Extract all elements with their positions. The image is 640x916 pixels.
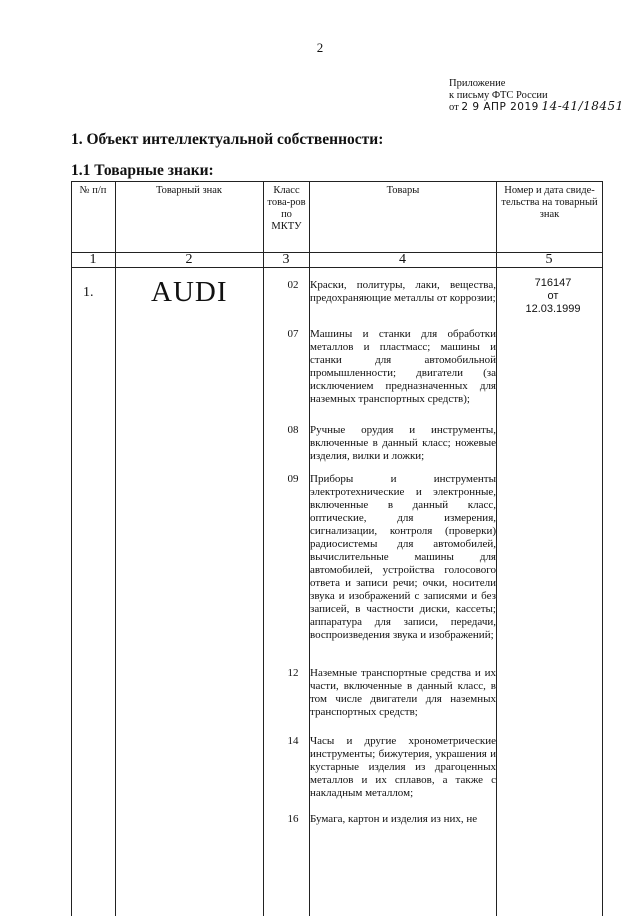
class-code: 08 [287,424,299,436]
column-number-3: 3 [282,252,290,267]
trademarks-table [71,181,603,916]
goods-description: Наземные транспортные средства и их части, включенные в данный класс, в том числе двигатели для наземных транспортных средств; [310,667,496,718]
trademark-word: AUDI [151,276,228,308]
table-col-divider-4 [496,181,497,916]
date-stamp: 2 9 АПР 2019 [461,101,539,113]
column-number-4: 4 [399,252,406,267]
header-trademark: Товарный знак [155,185,223,196]
column-number-2: 2 [185,252,193,267]
certificate-info [503,277,603,316]
row-number: 1. [83,285,94,300]
goods-description: Бумага, картон и изделия из них, не [310,813,478,825]
appendix-block [449,78,624,114]
goods-description: Краски, политуры, лаки, вещества, предохраняющие металлы от коррозии; [310,279,496,304]
certificate-date: 12.03.1999 [525,303,581,315]
header-number: № п/п [79,185,107,196]
goods-description: Приборы и инструменты электротехнические и электронные, включенные в данный класс, оптические, для измерения, сигнализации, контроля (проверки) радиосистемы для автомобилей, вычислительные машины для автомобилей, устройства голосового ответа и записи речи; очки, носители звука и изображений с записями и без записей, в частности диски, кассеты; аппаратура для записи, передачи, воспроизведения звука и изображений; [310,473,496,641]
handwritten-letter-number: 14-41/18451 [541,99,624,113]
appendix-line-2: к письму ФТС России [449,89,548,101]
class-code: 02 [287,279,299,291]
table-col-divider-2 [263,181,264,916]
appendix-line-3 [449,101,624,114]
table-col-divider-1 [115,181,116,916]
goods-description: Ручные орудия и инструменты, включенные в данный класс; ножевые изделия, вилки и ложки; [310,424,496,462]
goods-description: Машины и станки для обработки металлов и пластмасс; машины и станки для автомобильной промышленности; двигатели (за исключением предназначенных для наземных транспортных средств); [310,328,496,405]
header-goods: Товары [386,185,420,196]
goods-description: Часы и другие хронометрические инструменты; бижутерия, украшения и кустарные изделия из драгоценных металлов и их сплавов, а также с накладным металлом; [310,735,496,799]
section-title: 1. Объект интеллектуальной собственности: [71,131,384,148]
class-code: 07 [287,328,299,340]
column-number-5: 5 [545,252,553,267]
class-code: 16 [287,813,299,825]
column-number-1: 1 [89,252,97,267]
page-number: 2 [316,40,324,55]
table-border-left [71,181,72,916]
header-certificate: Номер и дата свиде-тельства на товарный знак [501,185,598,220]
header-class: Класс това-ров по МКТУ [267,185,306,232]
class-code: 14 [287,735,299,747]
subsection-title: 1.1 Товарные знаки: [71,162,214,179]
appendix-prefix: от [449,102,459,113]
certificate-number: 716147 [534,277,572,289]
table-border-top [71,181,603,182]
appendix-line-1: Приложение [449,78,506,89]
class-code: 09 [287,473,299,485]
class-code: 12 [287,667,299,679]
certificate-from: от [547,290,559,302]
